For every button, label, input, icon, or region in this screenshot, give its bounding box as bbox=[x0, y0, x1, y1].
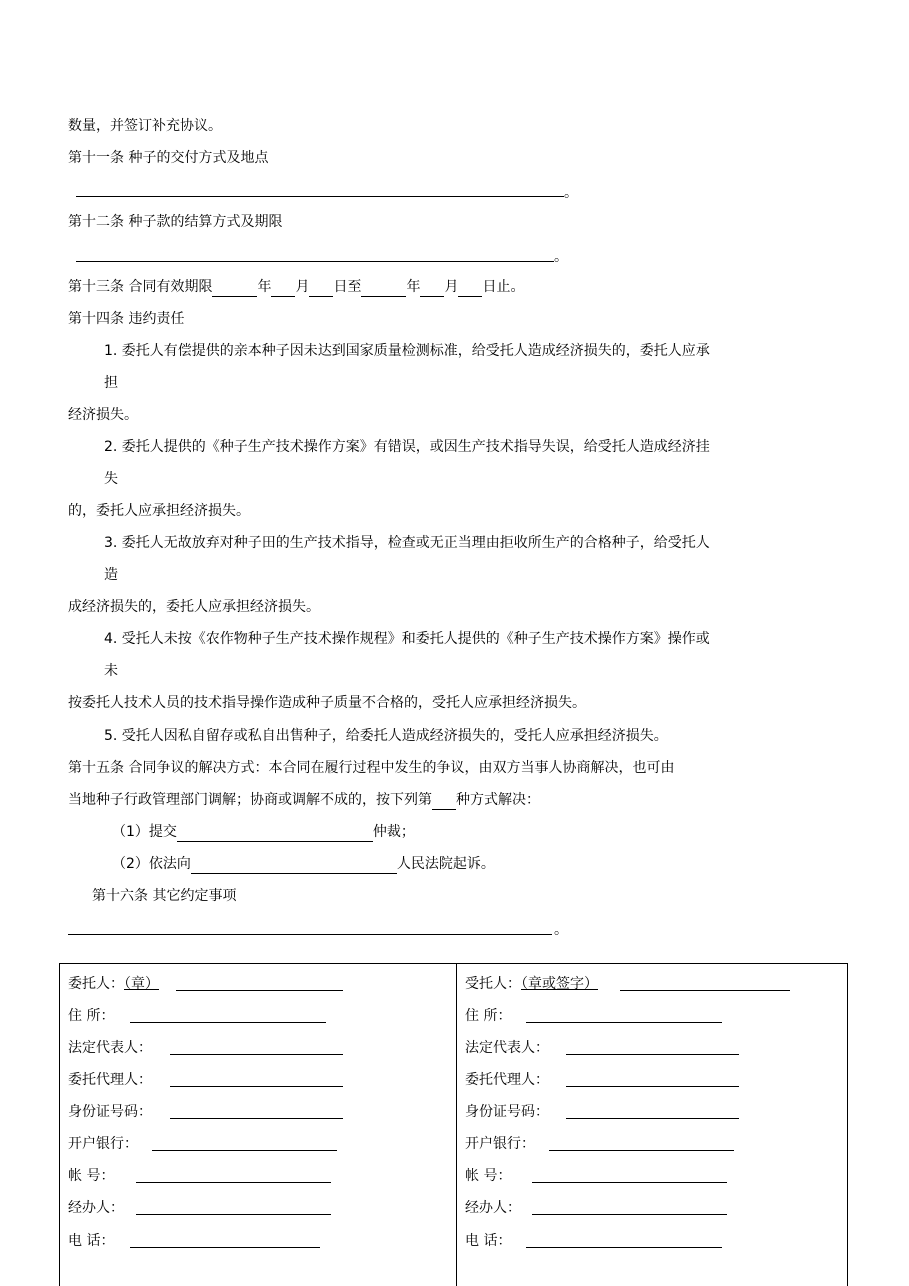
end-day-blank bbox=[458, 282, 482, 297]
right-bank-label: 开户银行： bbox=[465, 1136, 535, 1152]
article-16-heading: 第十六条 其它约定事项 bbox=[92, 888, 237, 904]
clause-4-line-3: 按委托人技术人员的技术指导操作造成种子质量不合格的，受托人应承担经济损失。 bbox=[68, 695, 586, 711]
clause-1-line-3: 经济损失。 bbox=[68, 407, 138, 423]
left-agent-label: 委托代理人： bbox=[68, 1072, 152, 1088]
article-13-line bbox=[68, 277, 524, 297]
clause-5-line: 5. 受托人因私自留存或私自出售种子，给委托人造成经济损失的，受托人应承担经济损失。 bbox=[104, 728, 668, 744]
option-2-line bbox=[112, 854, 495, 874]
start-month-blank bbox=[271, 282, 295, 297]
left-account-line bbox=[136, 1182, 331, 1183]
article-16-period: 。 bbox=[554, 922, 568, 938]
clause-1-line-1: 1. 委托人有偿提供的亲本种子因未达到国家质量检测标准，给受托人造成经济损失的，委托人应承 bbox=[104, 343, 710, 359]
month-label: 月 bbox=[444, 279, 459, 295]
end-month-blank bbox=[420, 282, 444, 297]
article-15-line-2 bbox=[68, 790, 540, 810]
clause-4-line-1: 4. 受托人未按《农作物种子生产技术操作规程》和委托人提供的《种子生产技术操作方案》操作或 bbox=[104, 631, 710, 647]
left-party-title-line bbox=[176, 990, 343, 991]
start-day-blank bbox=[309, 282, 333, 297]
article-11-blank bbox=[76, 196, 564, 197]
right-account-line bbox=[532, 1182, 727, 1183]
article-12-heading: 第十二条 种子款的结算方式及期限 bbox=[68, 214, 283, 230]
article-16-blank bbox=[68, 934, 552, 935]
left-legal-rep-line bbox=[170, 1054, 343, 1055]
article-12-blank bbox=[76, 261, 554, 262]
right-bank-line bbox=[549, 1150, 734, 1151]
right-party-title: 受托人： bbox=[465, 976, 521, 992]
right-phone-label: 电 话： bbox=[465, 1233, 512, 1249]
right-legal-rep-label: 法定代表人： bbox=[465, 1040, 549, 1056]
left-address-label: 住 所： bbox=[68, 1008, 115, 1024]
clause-3-line-2: 造 bbox=[104, 567, 118, 583]
left-bank-label: 开户银行： bbox=[68, 1136, 138, 1152]
left-party-title: 委托人： bbox=[68, 976, 124, 992]
left-legal-rep-label: 法定代表人： bbox=[68, 1040, 152, 1056]
left-party-title-row bbox=[68, 974, 159, 994]
option-1-end: 仲裁； bbox=[372, 824, 415, 840]
arbitration-blank bbox=[177, 827, 373, 842]
article-15-text: 当地种子行政管理部门调解；协商或调解不成的，按下列第 bbox=[68, 792, 432, 808]
right-party-title-line bbox=[620, 990, 790, 991]
article-15-text-end: 种方式解决： bbox=[456, 792, 540, 808]
left-account-label: 帐 号： bbox=[68, 1168, 115, 1184]
left-handler-line bbox=[136, 1214, 331, 1215]
article-11-heading: 第十一条 种子的交付方式及地点 bbox=[68, 150, 269, 166]
left-id-line bbox=[170, 1118, 343, 1119]
right-legal-rep-line bbox=[566, 1054, 739, 1055]
left-handler-label: 经办人： bbox=[68, 1200, 124, 1216]
clause-3-line-1: 3. 委托人无故放弃对种子田的生产技术指导，检查或无正当理由拒收所生产的合格种子，给受托人 bbox=[104, 535, 710, 551]
right-account-label: 帐 号： bbox=[465, 1168, 512, 1184]
option-1-line bbox=[112, 822, 415, 842]
clause-2-line-2: 失 bbox=[104, 471, 118, 487]
left-bank-line bbox=[152, 1150, 337, 1151]
clause-2-line-1: 2. 委托人提供的《种子生产技术操作方案》有错误，或因生产技术指导失误，给受托人造成经济挂 bbox=[104, 439, 710, 455]
start-year-blank bbox=[212, 282, 257, 297]
left-agent-line bbox=[170, 1086, 343, 1087]
article-11-period: 。 bbox=[564, 185, 578, 201]
article-14-heading: 第十四条 违约责任 bbox=[68, 311, 185, 327]
clause-1-line-2: 担 bbox=[104, 375, 118, 391]
year-label: 年 bbox=[257, 279, 272, 295]
right-agent-label: 委托代理人： bbox=[465, 1072, 549, 1088]
article-13-label: 第十三条 合同有效期限 bbox=[68, 279, 213, 295]
right-agent-line bbox=[566, 1086, 739, 1087]
option-2-label: （2）依法向 bbox=[112, 856, 191, 872]
left-phone-line bbox=[130, 1247, 320, 1248]
right-handler-line bbox=[532, 1214, 727, 1215]
right-party-seal-signature: （章或签字） bbox=[521, 976, 598, 992]
option-1-label: （1）提交 bbox=[112, 824, 177, 840]
right-party-title-row bbox=[465, 974, 598, 994]
left-address-line bbox=[130, 1022, 326, 1023]
day-end-label: 日止。 bbox=[482, 279, 525, 295]
article-15-line-1: 第十五条 合同争议的解决方式：本合同在履行过程中发生的争议，由双方当事人协商解决，也可由 bbox=[68, 760, 675, 776]
article-12-period: 。 bbox=[554, 249, 568, 265]
day-to-label: 日至 bbox=[333, 279, 362, 295]
clause-4-line-2: 未 bbox=[104, 663, 118, 679]
left-id-label: 身份证号码： bbox=[68, 1104, 152, 1120]
right-id-label: 身份证号码： bbox=[465, 1104, 549, 1120]
year-label: 年 bbox=[406, 279, 421, 295]
left-party-seal: （章） bbox=[124, 976, 159, 992]
signature-table bbox=[59, 963, 848, 1286]
option-2-end: 人民法院起诉。 bbox=[396, 856, 495, 872]
clause-3-line-3: 成经济损失的，委托人应承担经济损失。 bbox=[68, 599, 320, 615]
right-address-line bbox=[526, 1022, 722, 1023]
month-label: 月 bbox=[295, 279, 310, 295]
right-id-line bbox=[566, 1118, 739, 1119]
right-address-label: 住 所： bbox=[465, 1008, 512, 1024]
right-handler-label: 经办人： bbox=[465, 1200, 521, 1216]
continuation-line: 数量，并签订补充协议。 bbox=[68, 118, 222, 134]
method-choice-blank bbox=[432, 795, 456, 810]
signature-table-divider bbox=[456, 963, 457, 1286]
left-phone-label: 电 话： bbox=[68, 1233, 115, 1249]
end-year-blank bbox=[361, 282, 406, 297]
court-blank bbox=[191, 859, 397, 874]
right-phone-line bbox=[526, 1247, 722, 1248]
clause-2-line-3: 的，委托人应承担经济损失。 bbox=[68, 503, 250, 519]
